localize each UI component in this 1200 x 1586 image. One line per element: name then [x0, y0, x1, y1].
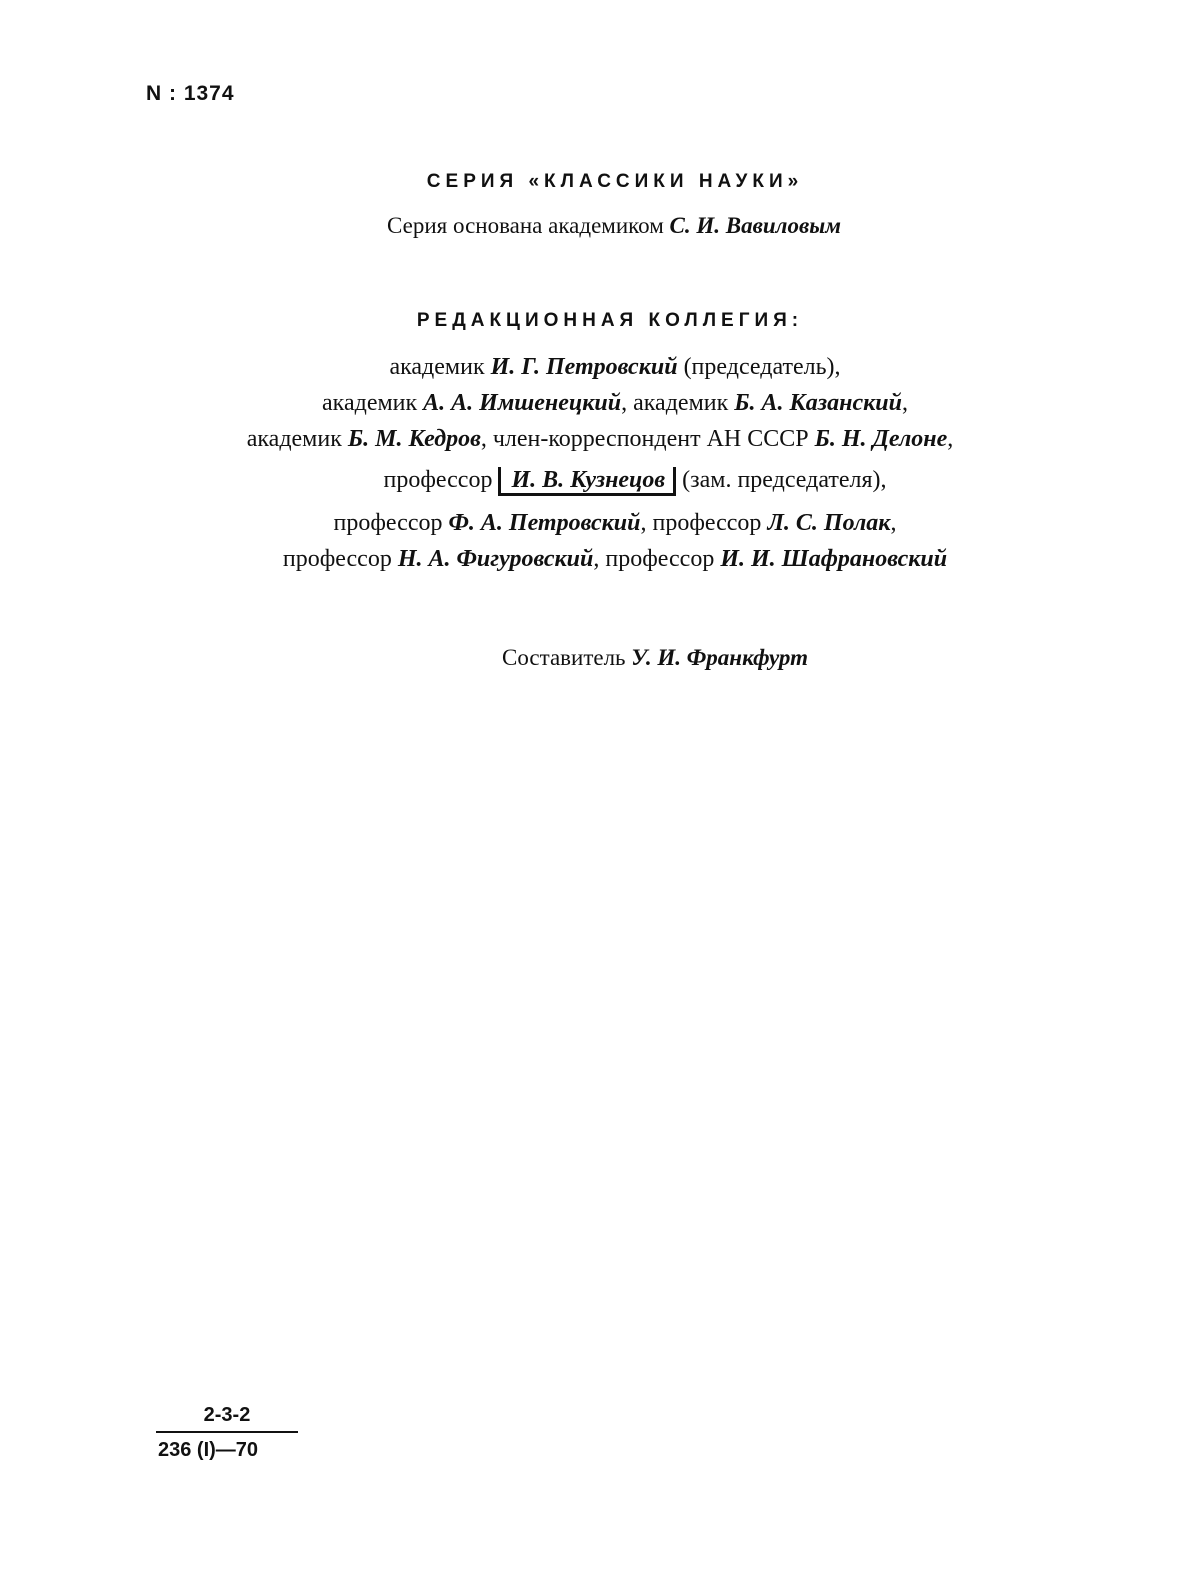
board-text: (зам. председателя),: [676, 467, 887, 493]
board-text: ,: [902, 390, 908, 416]
board-member-name: Н. А. Фигуровский: [397, 546, 594, 572]
board-text: профессор: [282, 546, 398, 572]
board-text: академик: [246, 426, 348, 452]
board-text: (председатель),: [677, 354, 841, 380]
publication-index: [156, 1404, 298, 1462]
board-text: ,: [890, 510, 897, 536]
board-text: академик: [389, 354, 491, 380]
board-member-name: Б. Н. Делоне: [814, 426, 948, 452]
index-numerator: 2-3-2: [203, 1404, 251, 1426]
series-founded-line: [0, 213, 1200, 239]
compiler-prefix: Составитель: [501, 645, 632, 670]
board-text: , профессор: [593, 546, 721, 572]
board-member-name: Л. С. Полак: [767, 510, 891, 536]
board-text: профессор: [383, 467, 499, 493]
board-text: , профессор: [640, 510, 768, 536]
board-member-name: Ф. А. Петровский: [448, 510, 641, 536]
board-member-line-1: [0, 354, 1200, 381]
board-text: , академик: [621, 390, 735, 416]
board-member-name: Б. А. Казанский: [734, 390, 902, 416]
board-member-name: А. А. Имшенецкий: [423, 390, 622, 416]
board-member-line-5: [0, 510, 1200, 537]
boxed-board-member-name: И. В. Кузнецов: [498, 467, 676, 496]
board-member-line-6: [0, 546, 1200, 573]
board-text: академик: [322, 390, 424, 416]
board-member-line-3: [0, 426, 1200, 453]
series-founder-name: С. И. Вавиловым: [669, 213, 841, 238]
board-member-name: И. Г. Петровский: [490, 354, 678, 380]
board-member-name: И. И. Шафрановский: [720, 546, 948, 572]
catalog-number: N : 1374: [146, 82, 235, 105]
board-member-name: Б. М. Кедров: [347, 426, 481, 452]
index-fraction-rule: [156, 1431, 298, 1433]
compiler-line: [0, 645, 1200, 671]
board-text: ,: [947, 426, 954, 452]
series-founded-prefix: Серия основана академиком: [387, 213, 670, 238]
board-member-line-2: [0, 390, 1200, 417]
compiler-name: У. И. Франкфурт: [631, 645, 809, 670]
editorial-board-heading: РЕДАКЦИОННАЯ КОЛЛЕГИЯ:: [416, 310, 804, 331]
board-member-line-4: [0, 467, 1200, 496]
board-text: , член-корреспондент АН СССР: [480, 426, 815, 452]
series-title: СЕРИЯ «КЛАССИКИ НАУКИ»: [426, 171, 804, 192]
index-denominator: 236 (I)—70: [158, 1439, 259, 1461]
board-text: профессор: [333, 510, 449, 536]
